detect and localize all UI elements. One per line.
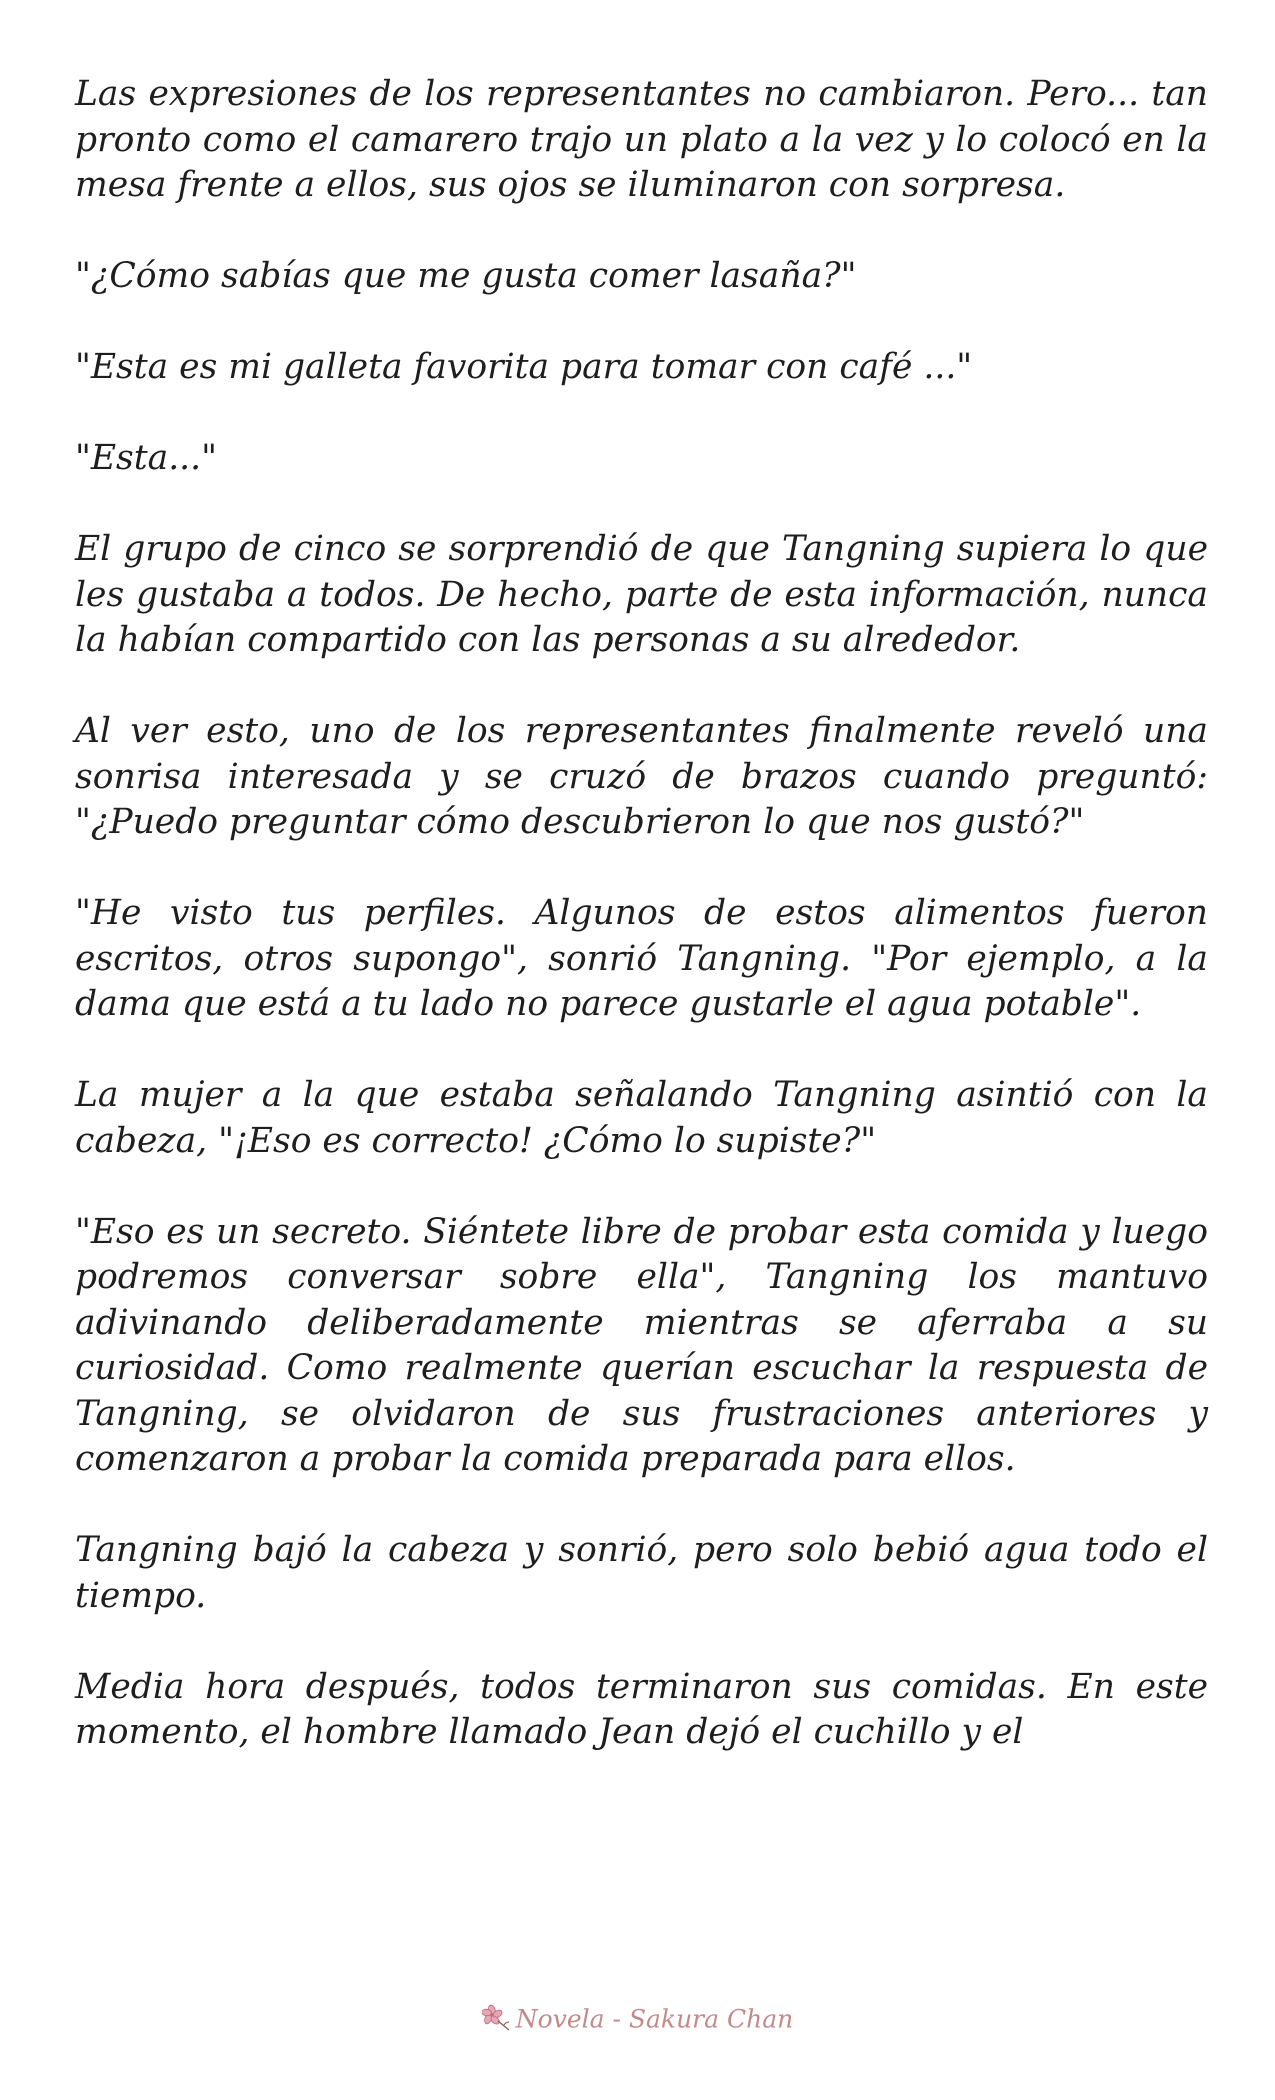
- paragraph: "Esta es mi galleta favorita para tomar con café ...": [75, 347, 973, 387]
- paragraph: El grupo de cinco se sorprendió de que Tangning supiera lo que les gustaba a todos. De hecho, parte de esta información, nunca la habían compartido con las personas a su alrededor.: [75, 529, 1208, 660]
- paragraph: "¿Cómo sabías que me gusta comer lasaña?": [75, 256, 857, 296]
- paragraph: "Esta...": [75, 438, 217, 478]
- sakura-flower-icon: [482, 2003, 512, 2039]
- paragraph: "Eso es un secreto. Siéntete libre de probar esta comida y luego podremos conversar sobre ella", Tangning los mantuvo adivinando deliberadamente mientras se aferraba a su curiosidad. Como realmente querían escuchar la respuesta de Tangning, se olvidaron de sus frustraciones anteriores y comenzaron a probar la comida preparada para ellos.: [75, 1211, 1208, 1479]
- paragraph: La mujer a la que estaba señalando Tangning asintió con la cabeza, "¡Eso es correcto! ¿Cómo lo supiste?": [75, 1075, 1208, 1161]
- paragraph: Al ver esto, uno de los representantes finalmente reveló una sonrisa interesada y se cruzó de brazos cuando preguntó: "¿Puedo preguntar cómo descubrieron lo que nos gustó?": [75, 711, 1208, 842]
- watermark: [0, 2003, 1275, 2039]
- paragraph: Media hora después, todos terminaron sus comidas. En este momento, el hombre llamado Jean dejó el cuchillo y el: [75, 1666, 1208, 1752]
- watermark-text: Novela - Sakura Chan: [515, 2004, 794, 2034]
- paragraph: Las expresiones de los representantes no cambiaron. Pero... tan pronto como el camarero trajo un plato a la vez y lo colocó en la mesa frente a ellos, sus ojos se iluminaron con sorpresa.: [75, 74, 1208, 205]
- document-body: [75, 72, 1208, 1756]
- paragraph: Tangning bajó la cabeza y sonrió, pero solo bebió agua todo el tiempo.: [75, 1530, 1208, 1616]
- paragraph: "He visto tus perfiles. Algunos de estos alimentos fueron escritos, otros supongo", sonrió Tangning. "Por ejemplo, a la dama que está a tu lado no parece gustarle el agua potable".: [75, 893, 1208, 1024]
